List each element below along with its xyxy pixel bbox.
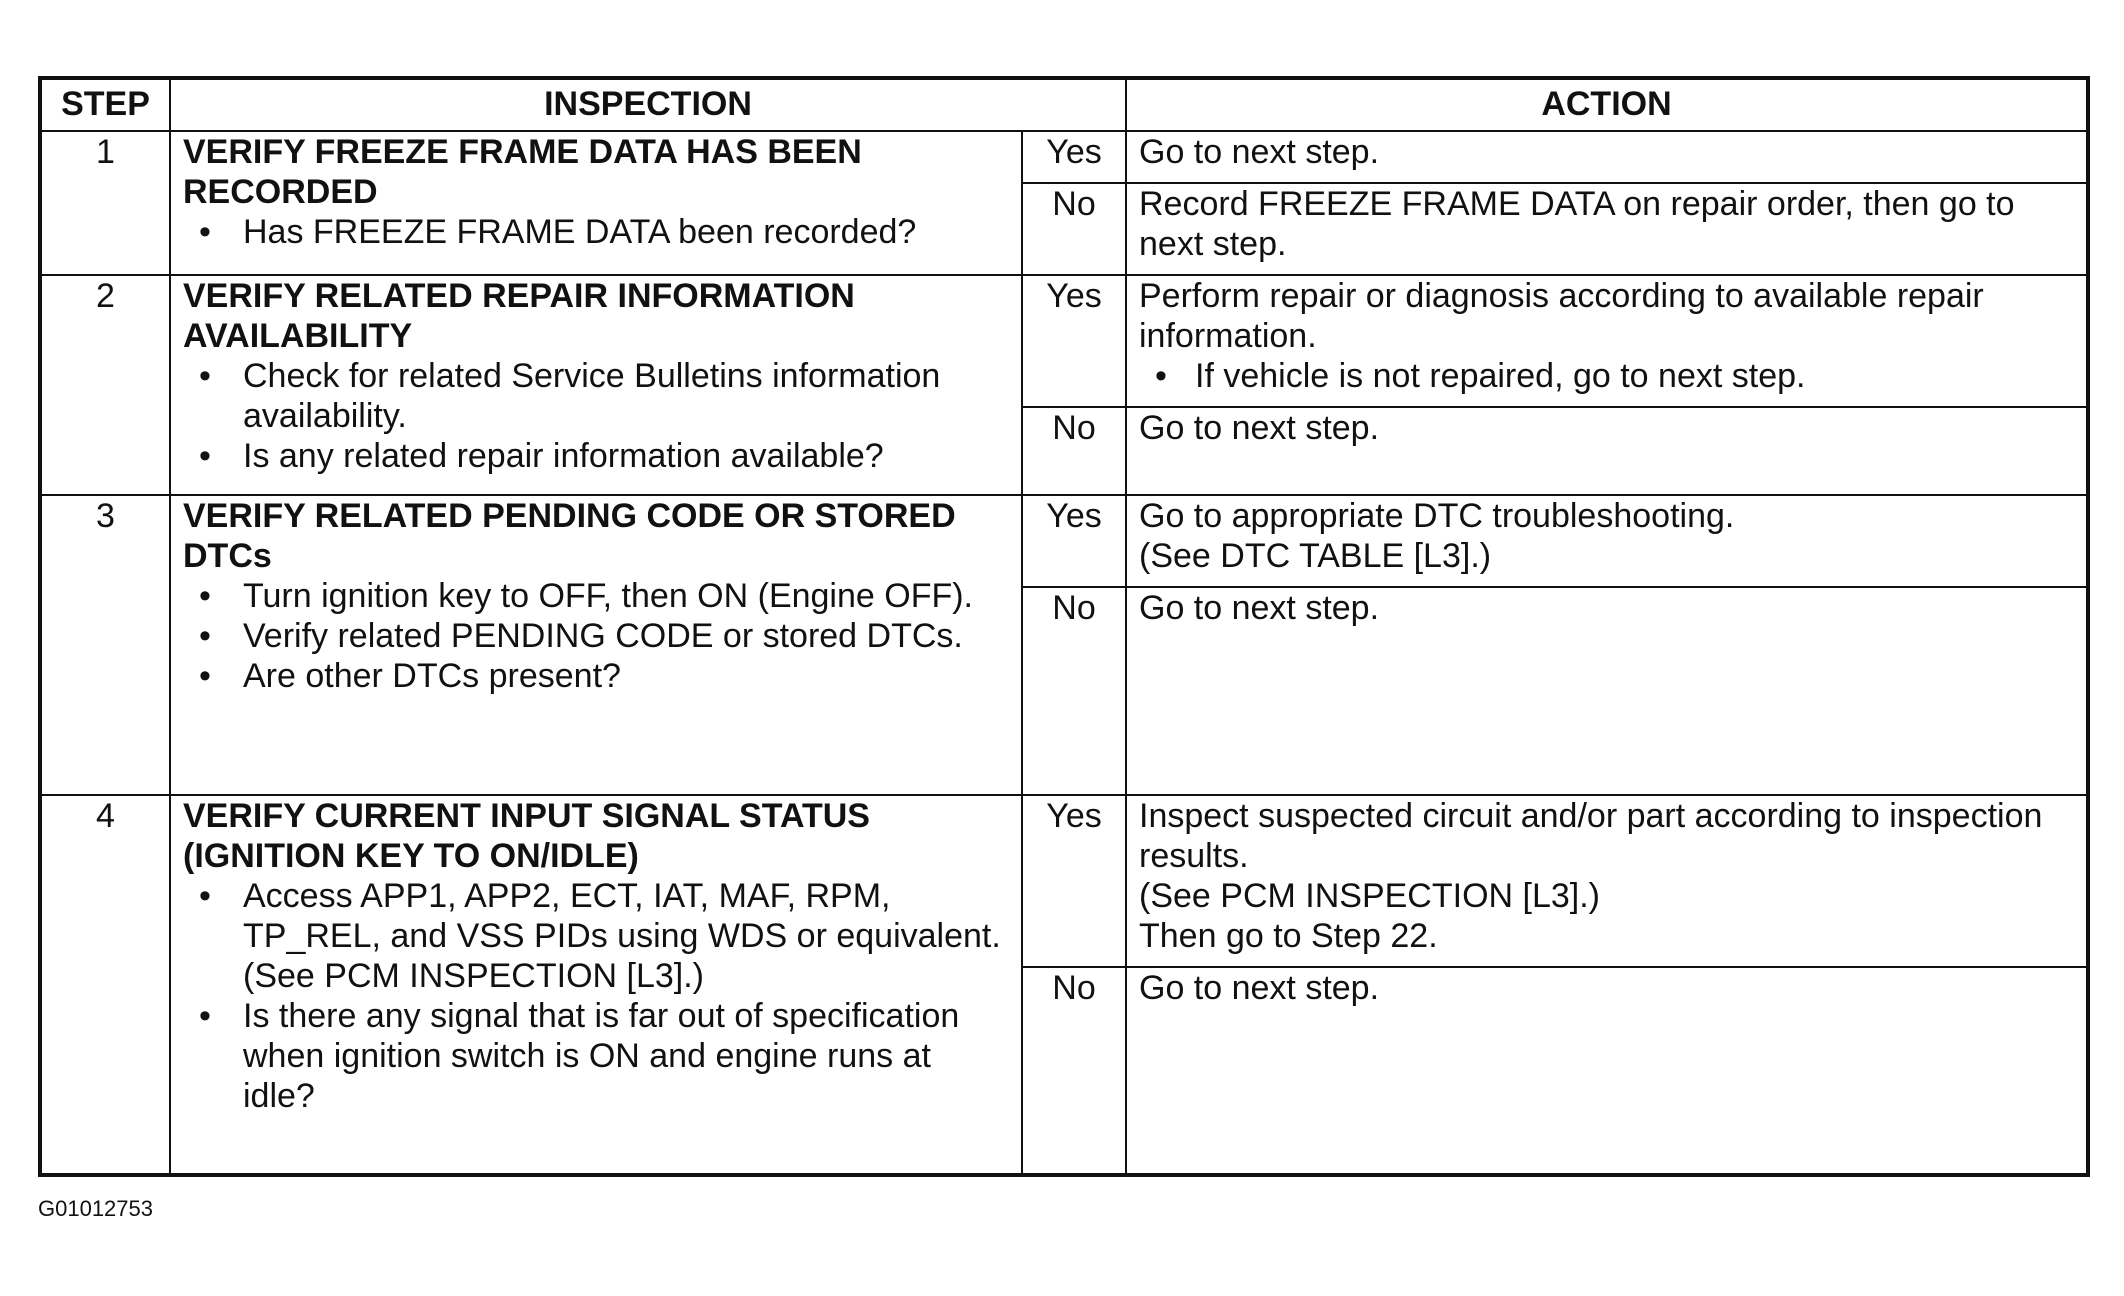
inspection-bullet: • Is there any signal that is far out of specification when ignition switch is ON and engine runs at idle? (243, 996, 1009, 1116)
inspection-bullets (183, 356, 1009, 476)
inspection-bullets (183, 876, 1009, 1116)
yes-label: Yes (1022, 131, 1126, 183)
inspection-bullets (183, 212, 1009, 252)
action-bullet: • If vehicle is not repaired, go to next step. (1195, 356, 2074, 396)
action-line: Then go to Step 22. (1139, 917, 1438, 955)
inspection-bullet: • Verify related PENDING CODE or stored DTCs. (243, 616, 1009, 656)
no-action (1126, 407, 2088, 495)
step-number: 4 (40, 795, 170, 1175)
action-line: Go to next step. (1139, 969, 1380, 1007)
no-action (1126, 183, 2088, 275)
step-row-yes (40, 131, 2088, 183)
step-number: 2 (40, 275, 170, 495)
action-line: Perform repair or diagnosis according to available repair information. (1139, 277, 1984, 355)
inspection-title: VERIFY CURRENT INPUT SIGNAL STATUS (IGNITION KEY TO ON/IDLE) (183, 797, 870, 875)
step-number: 3 (40, 495, 170, 795)
figure-id: G01012753 (38, 1196, 153, 1221)
yes-label: Yes (1022, 275, 1126, 407)
yes-action (1126, 495, 2088, 587)
inspection-cell (170, 795, 1022, 1175)
inspection-bullet: • Check for related Service Bulletins information availability. (243, 356, 1009, 436)
inspection-bullet: • Has FREEZE FRAME DATA been recorded? (243, 212, 1009, 252)
inspection-title: VERIFY RELATED REPAIR INFORMATION AVAILABILITY (183, 277, 855, 355)
no-label: No (1022, 587, 1126, 795)
action-line: Go to next step. (1139, 133, 1380, 171)
no-action (1126, 587, 2088, 795)
header-row (40, 78, 2088, 131)
action-line: Go to next step. (1139, 589, 1380, 627)
step-row-yes (40, 275, 2088, 407)
action-line: Record FREEZE FRAME DATA on repair order, then go to next step. (1139, 185, 2015, 263)
action-line: (See DTC TABLE [L3].) (1139, 537, 1492, 575)
no-label: No (1022, 183, 1126, 275)
inspection-title: VERIFY RELATED PENDING CODE OR STORED DTCs (183, 497, 956, 575)
inspection-cell (170, 275, 1022, 495)
inspection-bullet: • Access APP1, APP2, ECT, IAT, MAF, RPM, TP_REL, and VSS PIDs using WDS or equivalent. (See PCM INSPECTION [L3].) (243, 876, 1009, 996)
step-row-yes (40, 495, 2088, 587)
yes-label: Yes (1022, 495, 1126, 587)
step-number: 1 (40, 131, 170, 275)
yes-label: Yes (1022, 795, 1126, 967)
action-line: Go to next step. (1139, 409, 1380, 447)
no-label: No (1022, 407, 1126, 495)
inspection-title: VERIFY FREEZE FRAME DATA HAS BEEN RECORDED (183, 133, 862, 211)
action-line: (See PCM INSPECTION [L3].) (1139, 877, 1600, 915)
table-body (40, 131, 2088, 1175)
inspection-bullet: • Turn ignition key to OFF, then ON (Engine OFF). (243, 576, 1009, 616)
diagnostic-table (38, 76, 2090, 1177)
inspection-cell (170, 131, 1022, 275)
yes-action (1126, 275, 2088, 407)
yes-action (1126, 131, 2088, 183)
no-label: No (1022, 967, 1126, 1175)
action-line: Inspect suspected circuit and/or part according to inspection results. (1139, 797, 2043, 875)
action-bullets (1139, 356, 2074, 396)
step-row-yes (40, 795, 2088, 967)
inspection-bullets (183, 576, 1009, 696)
inspection-bullet: • Is any related repair information available? (243, 436, 1009, 476)
action-line: Go to appropriate DTC troubleshooting. (1139, 497, 1735, 535)
header-action: ACTION (1126, 78, 2088, 131)
inspection-bullet: • Are other DTCs present? (243, 656, 1009, 696)
header-step: STEP (40, 78, 170, 131)
yes-action (1126, 795, 2088, 967)
inspection-cell (170, 495, 1022, 795)
no-action (1126, 967, 2088, 1175)
header-inspection: INSPECTION (170, 78, 1126, 131)
